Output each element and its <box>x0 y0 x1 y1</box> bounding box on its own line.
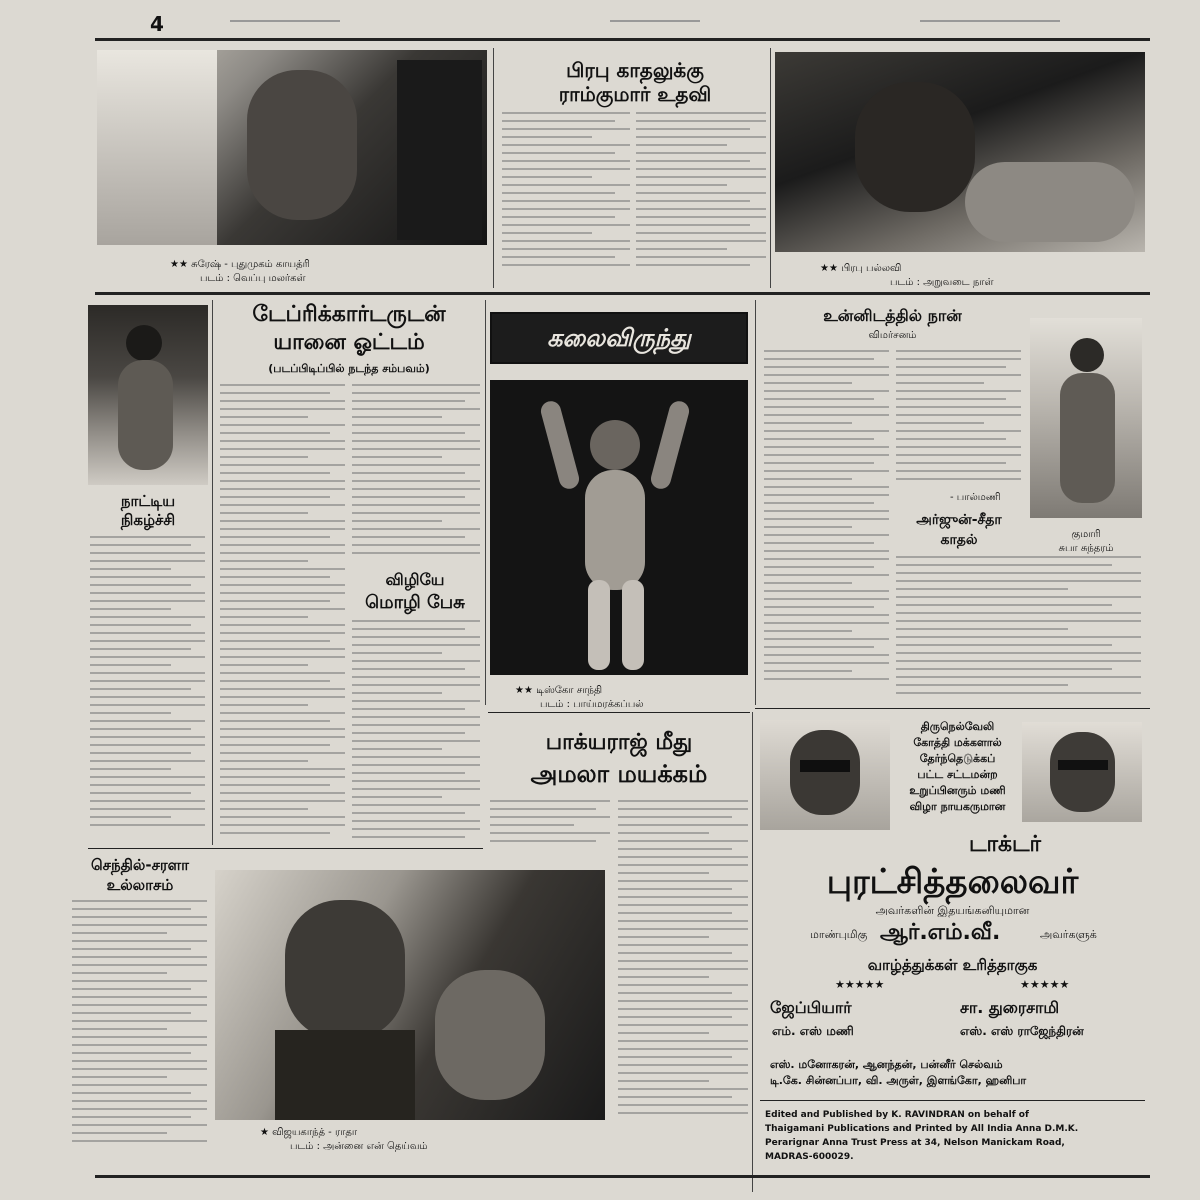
advert-name: ஆர்.எம்.வீ. <box>880 920 1001 945</box>
natya-article-text <box>90 536 205 836</box>
senthil-headline-2: உல்லாசம் <box>106 876 174 894</box>
advert-doctor: டாக்டர் <box>968 832 1042 857</box>
bhagyaraj-text-left <box>490 800 610 850</box>
unnidathil-text-left <box>764 350 889 690</box>
bhagyaraj-top-rule <box>488 712 750 713</box>
arjun-headline-2: காதல் <box>940 532 978 548</box>
top-center-headline-2: ராம்குமார் உதவி <box>558 82 712 106</box>
advert-stars-right: ★★★★★ <box>1020 978 1070 991</box>
mid-divider-3 <box>755 300 756 705</box>
advert-honorific: மாண்புமிகு <box>810 928 868 941</box>
top-left-caption-1: ★★ சுரேஷ் - புதுமுகம் காயத்ரி <box>170 259 310 270</box>
advert-greeting: வாழ்த்துக்கள் உரித்தாகுக <box>867 956 1038 974</box>
imprint-line-4: MADRAS-600029. <box>765 1152 854 1162</box>
bottom-left-rule <box>88 848 483 849</box>
bottom-divider <box>752 712 753 1192</box>
elephant-article-text-right <box>352 384 480 564</box>
top-center-article-text-right <box>636 112 766 287</box>
advert-intro-line-3: தேர்ந்தெடுக்கப் <box>919 752 996 765</box>
unnidathil-byline: - பால்மணி <box>950 492 1001 503</box>
advert-signatory-4: எஸ். எஸ் ராஜேந்திரன் <box>960 1024 1084 1038</box>
top-center-article-text-left <box>502 112 630 287</box>
unnidathil-text-right <box>896 350 1021 490</box>
viziye-article-text <box>352 620 480 845</box>
senthil-headline-1: செந்தில்-சரளா <box>91 856 189 874</box>
bhagyaraj-text-right <box>618 800 748 1130</box>
masthead-faint-text <box>230 18 1130 24</box>
top-divider-left <box>493 48 494 288</box>
top-right-caption-2: படம் : அறுவடை நாள் <box>890 277 994 288</box>
advert-intro-line-6: விழா நாயகருமான <box>909 800 1006 813</box>
advert-intro-line-2: கோத்தி மக்களால் <box>913 736 1002 749</box>
advert-intro-line-1: திருநெல்வேலி <box>920 720 995 733</box>
advert-signatory-2: சா. துரைசாமி <box>960 998 1060 1017</box>
mid-right-rule <box>755 708 1150 709</box>
natya-headline-1: நாட்டிய <box>120 492 176 510</box>
imprint-line-1: Edited and Published by K. RAVINDRAN on behalf of <box>765 1110 1029 1120</box>
rmv-photo <box>1022 722 1142 822</box>
natya-headline-2: நிகழ்ச்சி <box>120 511 176 529</box>
page-number: 4 <box>150 12 164 36</box>
elephant-headline-2: யானை ஓட்டம் <box>273 330 425 355</box>
advert-intro-line-4: பட்ட சட்டமன்ற <box>917 768 998 781</box>
advert-big-title: புரட்சித்தலைவர் <box>826 862 1079 902</box>
advert-signatory-1: ஜேப்பியார் <box>770 998 852 1017</box>
disco-dancer-photo <box>490 380 748 675</box>
unnidathil-headline: உன்னிடத்தில் நான் <box>823 306 962 325</box>
advert-names-line-2: டி.கே. சின்னப்பா, வி. அருள், இளங்கோ, ஹனிபா <box>770 1074 1027 1087</box>
mgr-photo <box>760 720 890 830</box>
top-center-headline-1: பிரபு காதலுக்கு <box>566 58 704 82</box>
top-left-photo <box>97 50 487 245</box>
elephant-subhead: (படப்பிடிப்பில் நடந்த சம்பவம்) <box>268 362 430 375</box>
advert-signatory-3: எம். எஸ் மணி <box>772 1024 854 1038</box>
vijayakanth-caption-1: ★ விஜயகாந்த் - ராதா <box>260 1127 358 1138</box>
advert-line-1: அவர்களின் இதயங்கனியுமான <box>875 904 1030 917</box>
top-section-rule <box>95 292 1150 295</box>
imprint-line-3: Perarignar Anna Trust Press at 34, Nelson Manickam Road, <box>765 1138 1065 1148</box>
unnidathil-subline: விமர்சனம் <box>868 330 917 341</box>
mid-divider-2 <box>485 300 486 705</box>
mid-divider-1 <box>212 300 213 845</box>
elephant-headline-1: டேப்ரிக்கார்டருடன் <box>252 302 446 327</box>
imprint-line-2: Thaigamani Publications and Printed by All India Anna D.M.K. <box>765 1124 1079 1134</box>
bottom-page-rule <box>95 1175 1150 1178</box>
imprint-rule <box>760 1100 1145 1101</box>
kalai-banner-text: கலைவிருந்து <box>547 324 691 352</box>
disco-caption-2: படம் : பாய்மரக்கப்பல் <box>540 699 644 710</box>
vijayakanth-photo <box>215 870 605 1120</box>
kalai-banner <box>490 312 748 364</box>
top-right-caption-1: ★★ பிரபு பல்லவி <box>820 263 902 274</box>
advert-suffix: அவர்களுக் <box>1040 928 1097 941</box>
advert-stars-left: ★★★★★ <box>835 978 885 991</box>
advert-intro <box>895 720 1020 830</box>
viziye-headline-2: மொழி பேசு <box>365 592 465 613</box>
top-right-photo <box>775 52 1145 252</box>
advert-intro-line-5: உறுப்பினரும் மணி <box>909 784 1006 797</box>
senthil-article-text <box>72 900 207 1150</box>
disco-caption-1: ★★ டிஸ்கோ சாந்தி <box>515 685 603 696</box>
arjun-article-text <box>896 556 1141 696</box>
vijayakanth-caption-2: படம் : அன்னை என் தெய்வம் <box>290 1141 428 1152</box>
natya-photo <box>88 305 208 485</box>
kumari-caption-2: சுபா சுந்தரம் <box>1058 543 1114 554</box>
kumari-photo <box>1030 318 1142 518</box>
top-left-caption-2: படம் : வெப்பு மலர்கள் <box>200 273 306 284</box>
masthead-rule <box>95 38 1150 41</box>
arjun-headline-1: அர்ஜுன்-சீதா <box>916 512 1002 528</box>
kumari-caption-1: குமாரி <box>1071 529 1101 540</box>
bhagyaraj-headline-2: அமலா மயக்கம் <box>530 760 708 788</box>
elephant-article-text-left <box>220 384 345 844</box>
top-divider-right <box>770 48 771 288</box>
bhagyaraj-headline-1: பாக்யராஜ் மீது <box>545 730 693 755</box>
viziye-headline-1: விழியே <box>385 570 445 589</box>
advert-names-line: எஸ். மனோகரன், ஆனந்தன், பன்னீர் செல்வம் <box>770 1058 1003 1071</box>
